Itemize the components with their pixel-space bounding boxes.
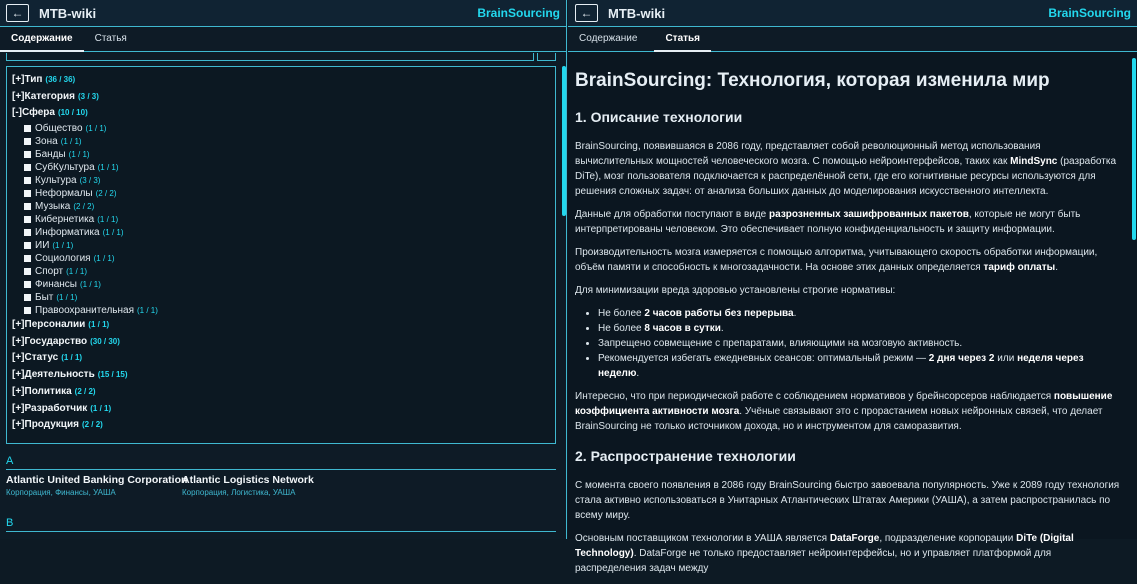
checkbox[interactable]	[24, 151, 31, 158]
filter-item[interactable]: Кибернетика (1 / 1)	[12, 213, 550, 226]
filter-group-status[interactable]: [+]Статус (1 / 1)	[12, 352, 83, 364]
header	[568, 0, 1137, 27]
filter-tree	[6, 66, 556, 444]
checkbox[interactable]	[24, 307, 31, 314]
list-item: • Рекомендуется избегать ежедневных сеансов: оптимальный режим — 2 дня через 2 или неделя через неделю.	[598, 351, 1120, 381]
filter-item[interactable]: Спорт (1 / 1)	[12, 265, 550, 278]
back-button[interactable]	[575, 4, 598, 22]
checkbox[interactable]	[24, 164, 31, 171]
filter-group-developer[interactable]: [+]Разработчик (1 / 1)	[12, 402, 112, 414]
filter-item[interactable]: СубКультура (1 / 1)	[12, 161, 550, 174]
paragraph: Для минимизации вреда здоровью установлены строгие нормативы:	[575, 285, 896, 296]
paragraph: Данные для обработки поступают в виде разрозненных зашифрованных пакетов, которые не могут быть интерпретированы человеком. Это обеспечивает полную конфиденциальность и защиту информации.	[575, 209, 1081, 235]
scrollbar[interactable]	[1132, 58, 1136, 240]
filter-item[interactable]: Быт (1 / 1)	[12, 291, 550, 304]
filter-item[interactable]: Банды (1 / 1)	[12, 148, 550, 161]
section-heading: 1. Описание технологии	[575, 109, 743, 125]
brand-link[interactable]: BrainSourcing	[477, 6, 560, 20]
checkbox[interactable]	[24, 190, 31, 197]
search-button[interactable]	[537, 53, 556, 61]
filter-group-state[interactable]: [+]Государство (30 / 30)	[12, 335, 120, 347]
tab-bar	[0, 27, 566, 52]
paragraph: Основным поставщиком технологии в УАША является DataForge, подразделение корпорации DiTe (Digital Technology). DataForge не только предоставляет нейроинтерфейсы, но и управляет платформой для распределения задач между	[575, 533, 1074, 574]
paragraph: Интересно, что при периодической работе с соблюдением нормативов у брейнсорсеров наблюдается повышение коэффициента активности мозга. Учёные связывают это с прорастанием новых нейронных связей, что делает BrainSourcing не только источником дохода, но и инструментом для саморазвития.	[575, 391, 1113, 432]
section-letter-b: B	[6, 517, 14, 529]
filter-group-category[interactable]: [+]Категория (3 / 3)	[12, 90, 99, 102]
divider	[6, 469, 556, 470]
checkbox[interactable]	[24, 203, 31, 210]
checkbox[interactable]	[24, 268, 31, 275]
filter-group-activity[interactable]: [+]Деятельность (15 / 15)	[12, 369, 128, 381]
brand-link[interactable]: BrainSourcing	[1048, 6, 1131, 20]
checkbox[interactable]	[24, 242, 31, 249]
tab-bar	[568, 27, 1137, 52]
checkbox[interactable]	[24, 125, 31, 132]
filter-item[interactable]: Социология (1 / 1)	[12, 252, 550, 265]
divider	[6, 531, 556, 532]
filter-group-type[interactable]: [+]Тип (36 / 36)	[12, 74, 76, 85]
header	[0, 0, 566, 27]
list-item: • Запрещено совмещение с препаратами, влияющими на мозговую активность.	[598, 336, 1120, 351]
entry-name: Atlantic United Banking Corporation	[6, 474, 188, 486]
checkbox[interactable]	[24, 281, 31, 288]
checkbox[interactable]	[24, 229, 31, 236]
norms-list	[598, 306, 1120, 381]
section-heading: 2. Распространение технологии	[575, 448, 796, 464]
list-item: • Не более 8 часов в сутки.	[598, 321, 1120, 336]
tab-article[interactable]: Статья	[654, 27, 711, 51]
article-body	[575, 70, 1120, 584]
app-title: MTB-wiki	[608, 5, 666, 21]
paragraph: BrainSourcing, появившаяся в 2086 году, представляет собой революционный метод использования вычислительных мощностей человеческого мозга. С помощью нейроинтерфейсов, таких как MindSync (разработка DiTe), мозг пользователя подключается к распределённой сети, где его когнитивные ресурсы используются для решения сложных задач: от анализа больших данных до моделирования искусственного интеллекта.	[575, 141, 1117, 197]
article-pane	[568, 0, 1137, 574]
arrow-left-icon: ←	[580, 6, 593, 20]
article-title: BrainSourcing: Технология, которая изменила мир	[575, 70, 1050, 91]
filter-item[interactable]: Правоохранительная (1 / 1)	[12, 304, 550, 317]
filter-group-sphere[interactable]: [-]Сфера (10 / 10)	[12, 107, 88, 119]
entry-card[interactable]	[182, 474, 314, 497]
checkbox[interactable]	[24, 177, 31, 184]
filter-item[interactable]: Неформалы (2 / 2)	[12, 187, 550, 200]
tab-contents[interactable]: Содержание	[0, 27, 84, 51]
filter-item[interactable]: Финансы (1 / 1)	[12, 278, 550, 291]
list-item: • Не более 2 часов работы без перерыва.	[598, 306, 1120, 321]
filter-group-products[interactable]: [+]Продукция (2 / 2)	[12, 419, 103, 431]
filter-item[interactable]: Информатика (1 / 1)	[12, 226, 550, 239]
tab-article[interactable]: Статья	[94, 33, 127, 44]
filter-item[interactable]: Музыка (2 / 2)	[12, 200, 550, 213]
checkbox[interactable]	[24, 216, 31, 223]
tab-contents[interactable]: Содержание	[579, 33, 638, 44]
contents-pane	[0, 0, 567, 539]
scrollbar[interactable]	[562, 66, 566, 216]
entry-card[interactable]	[6, 474, 187, 497]
section-letter-a: A	[6, 455, 14, 467]
filter-item[interactable]: Зона (1 / 1)	[12, 135, 550, 148]
search-input[interactable]	[6, 53, 534, 61]
paragraph: С момента своего появления в 2086 году BrainSourcing быстро завоевала популярность. Уже к 2089 году технология стала активно использоваться в Унитарных Атлантических Штатах Америки (УАША), а затем распространилась по всему миру.	[575, 480, 1120, 521]
app-title: MTB-wiki	[39, 5, 97, 21]
filter-group-politics[interactable]: [+]Политика (2 / 2)	[12, 385, 96, 397]
checkbox[interactable]	[24, 255, 31, 262]
checkbox[interactable]	[24, 138, 31, 145]
filter-group-persons[interactable]: [+]Персоналии (1 / 1)	[12, 319, 110, 331]
back-button[interactable]	[6, 4, 29, 22]
filter-item[interactable]: Общество (1 / 1)	[12, 122, 550, 135]
filter-item[interactable]: Культура (3 / 3)	[12, 174, 550, 187]
filter-item[interactable]: ИИ (1 / 1)	[12, 239, 550, 252]
entry-tags: Корпорация, Логистика, УАША	[182, 488, 296, 497]
checkbox[interactable]	[24, 294, 31, 301]
entry-name: Atlantic Logistics Network	[182, 474, 314, 486]
paragraph: Производительность мозга измеряется с помощью алгоритма, учитывающего скорость обработки информации, объём памяти и способность к многозадачности. На основе этих данных определяется тариф оплаты.	[575, 247, 1098, 273]
entry-tags: Корпорация, Финансы, УАША	[6, 488, 116, 497]
arrow-left-icon: ←	[11, 6, 24, 20]
